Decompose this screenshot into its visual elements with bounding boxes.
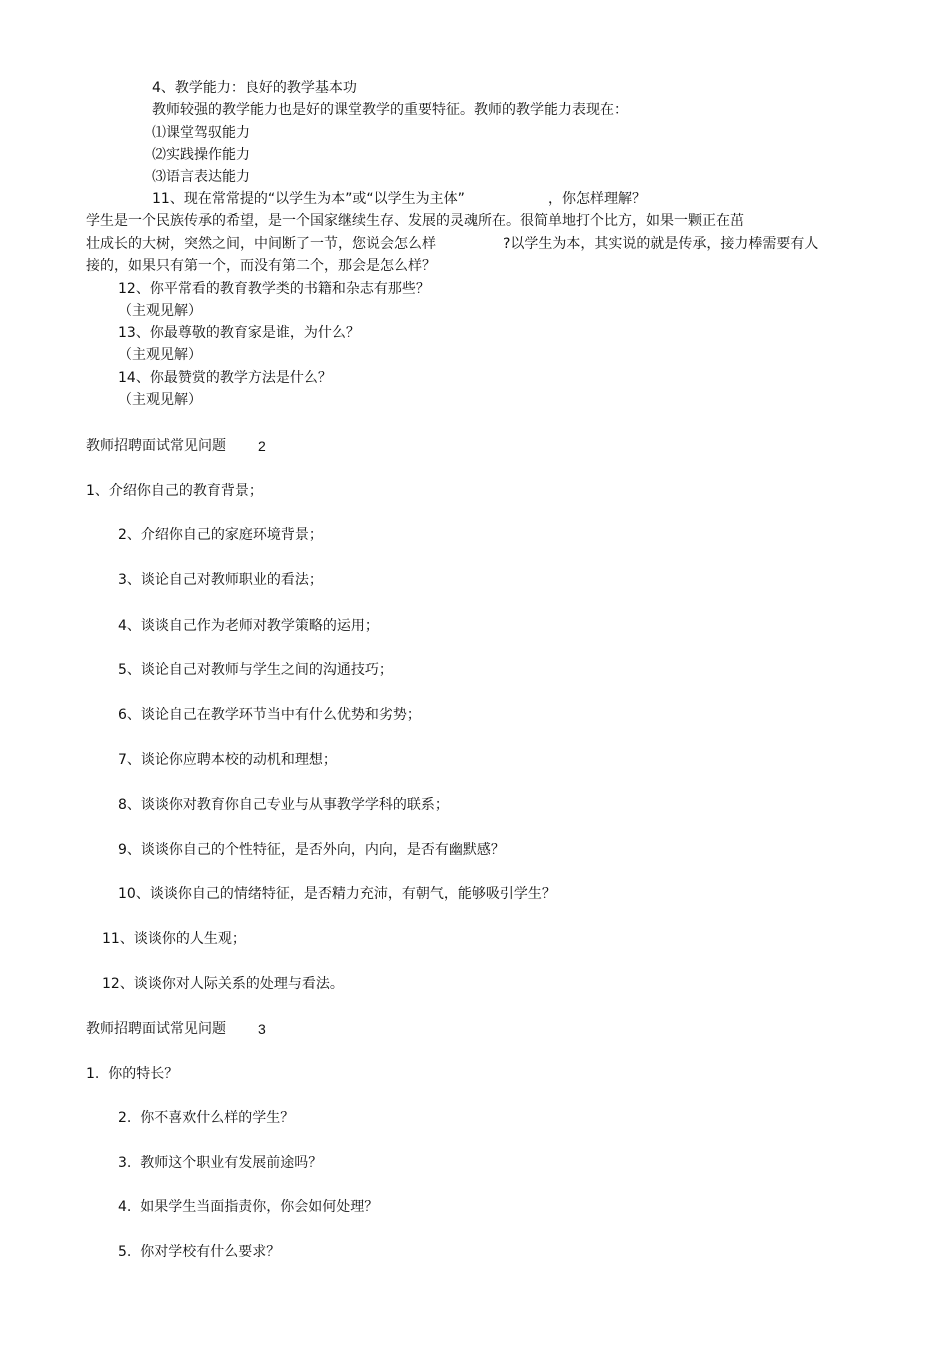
- list-item: 3. 教师这个职业有发展前途吗？: [118, 1155, 323, 1171]
- answer-11-line-2a: 壮成长的大树，突然之间，中间断了一节，您说会怎么样: [86, 236, 436, 252]
- list-item: 5. 你对学校有什么要求？: [118, 1244, 281, 1260]
- list-item: 1、介绍你自己的教育背景；: [86, 483, 263, 499]
- list-item: 9、谈谈你自己的个性特征，是否外向，内向，是否有幽默感？: [118, 842, 505, 858]
- question-14: 14、你最赞赏的教学方法是什么？: [118, 370, 332, 386]
- answer-14: （主观见解）: [118, 392, 202, 408]
- question-12: 12、你平常看的教育教学类的书籍和杂志有那些？: [118, 281, 430, 297]
- answer-11-line-2b: ?以学生为本，其实说的就是传承，接力棒需要有人: [503, 236, 819, 252]
- list-item: 12、谈谈你对人际关系的处理与看法。: [102, 976, 344, 992]
- list-item: 3、谈论自己对教师职业的看法；: [118, 572, 323, 588]
- section-3-number: 3: [258, 1021, 266, 1037]
- list-item: 2. 你不喜欢什么样的学生？: [118, 1110, 295, 1126]
- section-2-number: 2: [258, 438, 266, 454]
- answer-11-line-1: 学生是一个民族传承的希望，是一个国家继续生存、发展的灵魂所在。很简单地打个比方，如果一颗正在茁: [86, 213, 744, 229]
- list-item: 2、介绍你自己的家庭环境背景；: [118, 527, 323, 543]
- list-item: 5、谈论自己对教师与学生之间的沟通技巧；: [118, 662, 393, 678]
- item4-title: 4、教学能力：良好的教学基本功: [152, 80, 357, 96]
- question-13: 13、你最尊敬的教育家是谁，为什么？: [118, 325, 360, 341]
- answer-11-line-3: 接的，如果只有第一个，而没有第二个，那会是怎么样？: [86, 258, 436, 274]
- list-item: 7、谈论你应聘本校的动机和理想；: [118, 752, 337, 768]
- list-item: 11、谈谈你的人生观；: [102, 931, 246, 947]
- list-item: 1. 你的特长？: [86, 1066, 179, 1082]
- answer-13: （主观见解）: [118, 347, 202, 363]
- ability-3: ⑶语言表达能力: [152, 169, 250, 185]
- question-11-tail: ，你怎样理解？: [548, 191, 646, 207]
- ability-1: ⑴课堂驾驭能力: [152, 125, 250, 141]
- item4-description: 教师较强的教学能力也是好的课堂教学的重要特征。教师的教学能力表现在：: [152, 102, 628, 118]
- section-2-title: 教师招聘面试常见问题: [86, 438, 226, 454]
- list-item: 4、谈谈自己作为老师对教学策略的运用；: [118, 618, 379, 634]
- section-3-title: 教师招聘面试常见问题: [86, 1021, 226, 1037]
- list-item: 6、谈论自己在教学环节当中有什么优势和劣势；: [118, 707, 421, 723]
- list-item: 10、谈谈你自己的情绪特征，是否精力充沛，有朝气，能够吸引学生？: [118, 886, 556, 902]
- answer-12: （主观见解）: [118, 303, 202, 319]
- question-11: 11、现在常常提的“以学生为本”或“以学生为主体”: [152, 191, 465, 207]
- list-item: 4. 如果学生当面指责你，你会如何处理？: [118, 1199, 379, 1215]
- ability-2: ⑵实践操作能力: [152, 147, 250, 163]
- list-item: 8、谈谈你对教育你自己专业与从事教学学科的联系；: [118, 797, 449, 813]
